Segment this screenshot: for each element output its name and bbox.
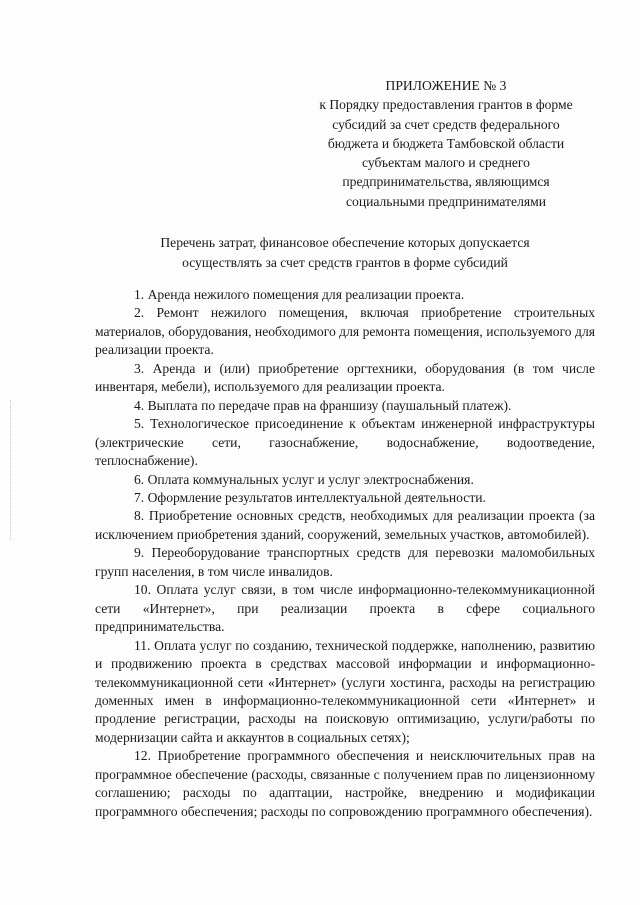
appendix-line: бюджета и бюджета Тамбовской области — [327, 135, 565, 151]
appendix-line: социальными предпринимателями — [345, 193, 547, 209]
list-item: 11. Оплата услуг по созданию, технической поддержке, наполнению, развитию и продвижению проекта в средствах массовой информации и информационно-телекоммуникационной сети «Интернет» (услуги хостинга, расходы на регистрацию доменных имен в информационно-телекоммуникационной сети «Интернет» и продление регистрации, расходы на поисковую оптимизацию, услуги/работы по модернизации сайта и аккаунтов в социальных сетях); — [95, 637, 595, 745]
heading-line: осуществлять за счет средств грантов в форме субсидий — [182, 254, 508, 270]
appendix-line: субъектам малого и среднего — [362, 155, 530, 171]
list-item: 3. Аренда и (или) приобретение оргтехники, оборудования (в том числе инвентаря, мебели), используемого для реализации проекта. — [95, 360, 595, 395]
scan-margin-marks — [10, 400, 13, 540]
list-item: 1. Аренда нежилого помещения для реализации проекта. — [134, 287, 465, 302]
list-item: 12. Приобретение программного обеспечения и неисключительных прав на программное обеспечение (расходы, связанные с получением прав по лицензионному соглашению; расходы по адаптации, настройке, внедрению и модификации программного обеспечения; расходы по сопровождению программного обеспечения). — [95, 748, 595, 819]
appendix-title: ПРИЛОЖЕНИЕ № 3 — [385, 78, 507, 93]
list-item: 7. Оформление результатов интеллектуальной деятельности. — [134, 489, 486, 505]
list-heading — [95, 233, 595, 272]
list-item: 6. Оплата коммунальных услуг и услуг электроснабжения. — [134, 471, 474, 487]
list-item: 5. Технологическое присоединение к объектам инженерной инфраструктуры (электрические сети, газоснабжение, водоснабжение, водоотведение, теплоснабжение). — [95, 416, 595, 469]
list-item: 2. Ремонт нежилого помещения, включая приобретение строительных материалов, оборудования, необходимого для ремонта помещения, используемого для реализации проекта. — [95, 305, 595, 358]
appendix-line: предпринимательства, являющимся — [342, 174, 550, 190]
list-item: 10. Оплата услуг связи, в том числе информационно-телекоммуникационной сети «Интернет», при реализации проекта в сфере социального предпринимательства. — [95, 582, 595, 635]
heading-line: Перечень затрат, финансовое обеспечение которых допускается — [160, 235, 530, 250]
appendix-header — [296, 76, 596, 211]
list-item: 4. Выплата по передаче прав на франшизу (паушальный платеж). — [134, 397, 512, 413]
expense-list — [95, 286, 595, 821]
list-item: 9. Переоборудование транспортных средств для перевозки маломобильных групп населения, в том числе инвалидов. — [95, 545, 595, 579]
list-item: 8. Приобретение основных средств, необходимых для реализации проекта (за исключением приобретения зданий, сооружений, земельных участков, автомобилей). — [95, 508, 595, 542]
appendix-line: субсидий за счет средств федерального — [332, 116, 560, 132]
appendix-line: к Порядку предоставления грантов в форме — [319, 97, 573, 113]
